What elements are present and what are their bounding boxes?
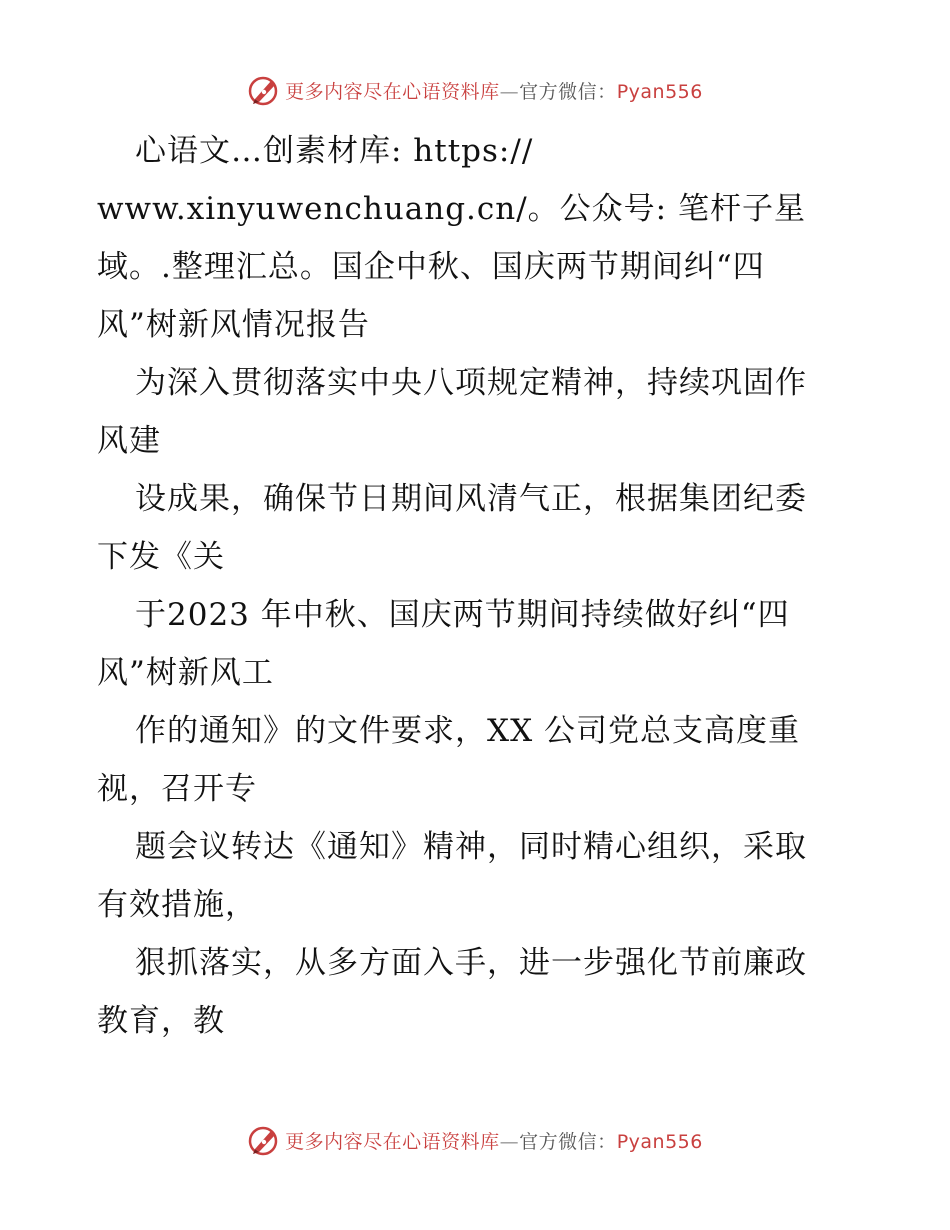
banner-text: 更多内容尽在心语资料库—官方微信：Pyan556 (285, 1130, 703, 1153)
text-line: 心语文…创素材库: https:// (135, 133, 534, 169)
text-line: 作的通知》的文件要求，XX 公司党总支高度重 (135, 713, 800, 749)
text-line: 于2023 年中秋、国庆两节期间持续做好纠“四 (135, 597, 790, 633)
footer-banner (0, 1120, 950, 1160)
pen-logo-icon (247, 73, 281, 107)
text-line: 有效措施， (97, 887, 257, 923)
text-line: 题会议转达《通知》精神，同时精心组织，采取 (135, 829, 807, 865)
text-line: 教育，教 (97, 1003, 225, 1039)
text-line: 风”树新风工 (97, 655, 274, 691)
text-line: 为深入贯彻落实中央八项规定精神，持续巩固作 (135, 365, 807, 401)
document-body (97, 122, 857, 1050)
text-line: www.xinyuwenchuang.cn/。公众号: 笔杆子星 (97, 191, 806, 227)
text-line: 域。.整理汇总。国企中秋、国庆两节期间纠“四 (97, 249, 765, 285)
text-line: 下发《关 (97, 539, 225, 575)
text-line: 设成果，确保节日期间风清气正，根据集团纪委 (135, 481, 807, 517)
text-line: 风建 (97, 423, 161, 459)
text-line: 风”树新风情况报告 (97, 307, 370, 343)
text-line: 视，召开专 (97, 771, 257, 807)
banner-text: 更多内容尽在心语资料库—官方微信：Pyan556 (285, 80, 703, 103)
text-line: 狠抓落实，从多方面入手，进一步强化节前廉政 (135, 945, 807, 981)
pen-logo-icon (247, 1123, 281, 1157)
header-banner (0, 70, 950, 110)
